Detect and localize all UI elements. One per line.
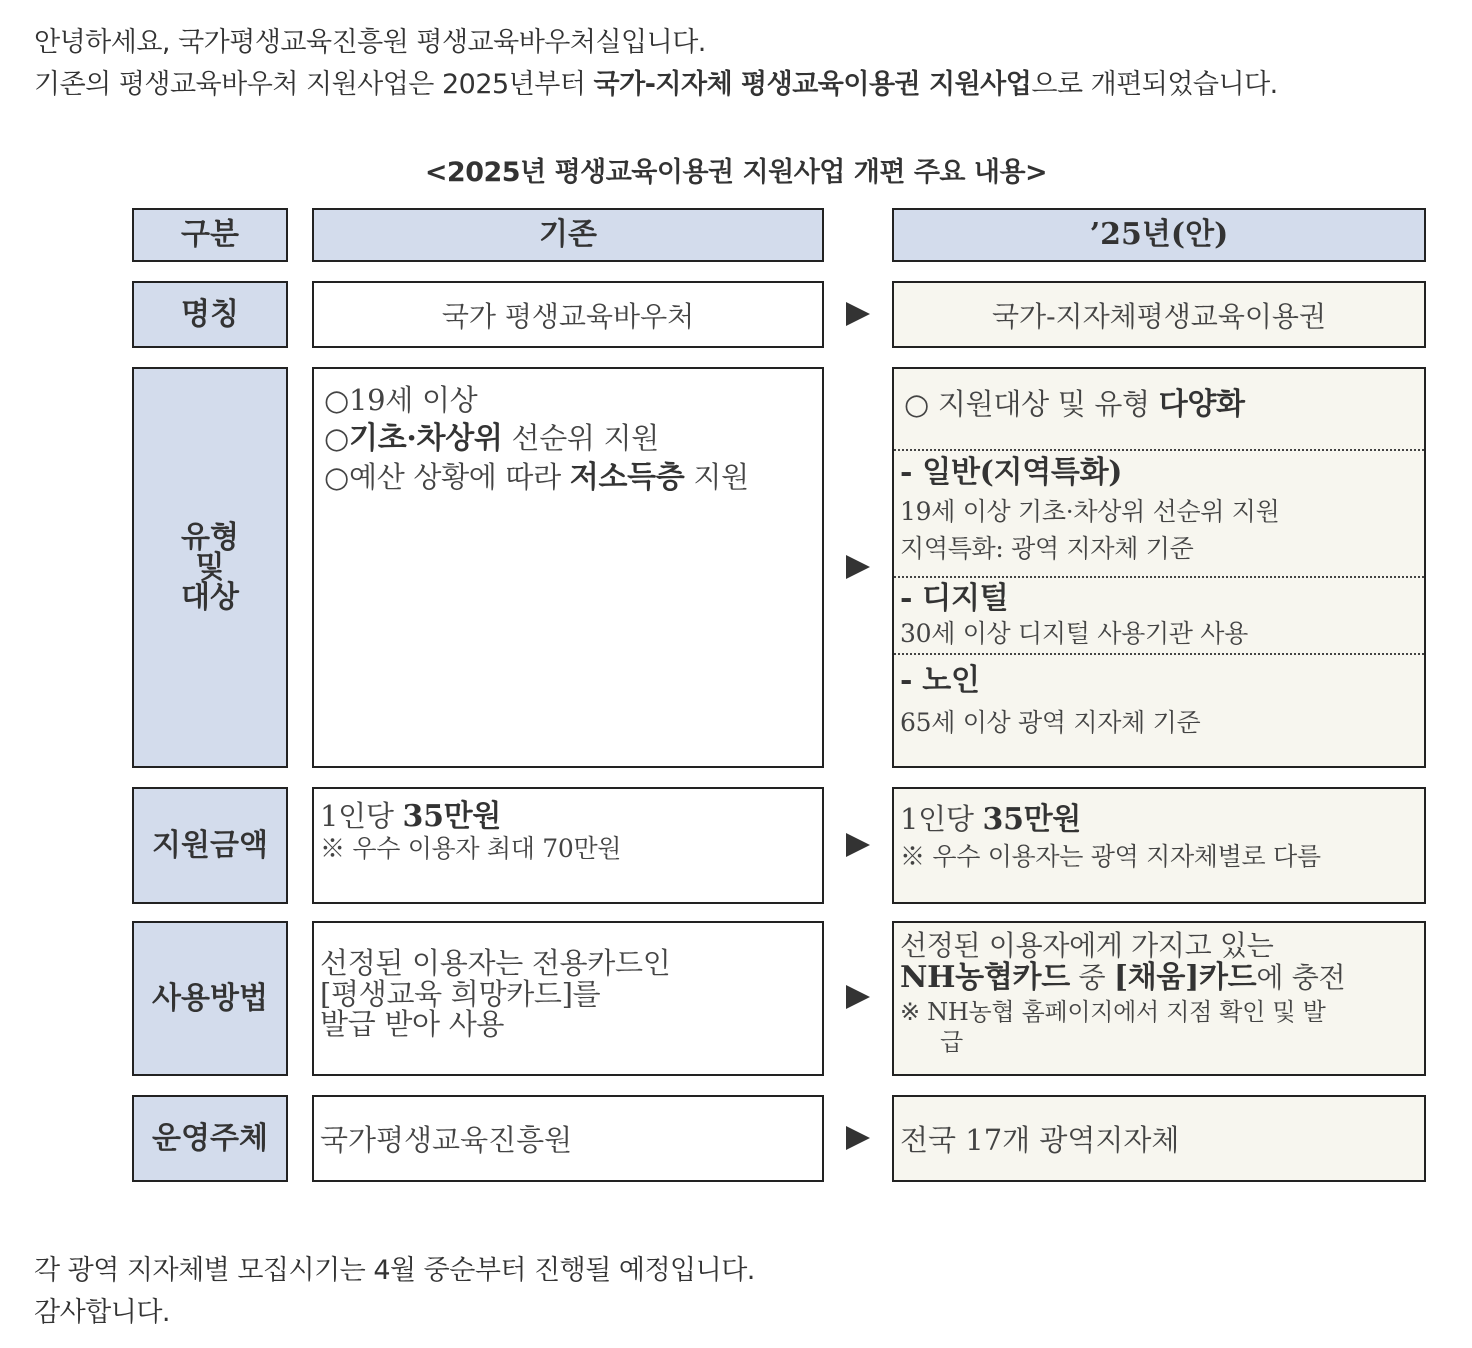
arrow-icon (846, 833, 870, 857)
intro-text (34, 22, 1278, 106)
usage-new-line-2: NH농협카드 중 [채움]카드에 충전 (900, 960, 1346, 995)
arrow-icon (846, 1126, 870, 1150)
usage-old-line-3: 발급 받아 사용 (320, 1007, 505, 1041)
usage-new-note: ※ NH농협 홈페이지에서 지점 확인 및 발 (900, 998, 1326, 1026)
usage-old-line-2: [평생교육 희망카드]를 (320, 977, 601, 1011)
general-title: - 일반(지역특화) (900, 455, 1123, 490)
intro-line-2 (34, 64, 1278, 106)
usage-old (312, 921, 824, 1076)
row-label-operator: 운영주체 (132, 1095, 288, 1182)
row-label-usage: 사용방법 (132, 921, 288, 1076)
target-new-head: ○ 지원대상 및 유형 다양화 (894, 369, 1424, 451)
arrow-icon (846, 555, 870, 579)
target-old-priority: 기초·차상위 (349, 421, 503, 456)
row-label-target-2: 및 (195, 549, 225, 585)
name-old: 국가 평생교육바우처 (312, 281, 824, 348)
general-line-1: 19세 이상 기초·차상위 선순위 지원 (900, 497, 1280, 526)
operator-old: 국가평생교육진흥원 (312, 1095, 824, 1182)
header-old: 기존 (312, 208, 824, 262)
intro-line-1: 안녕하세요, 국가평생교육진흥원 평생교육바우처실입니다. (34, 27, 706, 58)
row-label-name: 명칭 (132, 281, 288, 348)
usage-new-chaeum-card: [채움]카드 (1113, 960, 1257, 995)
usage-old-line-1: 선정된 이용자는 전용카드인 (320, 946, 671, 980)
general-line-2: 지역특화: 광역 지자체 기준 (900, 534, 1194, 563)
row-label-target (132, 367, 288, 768)
digital-line-1: 30세 이상 디지털 사용기관 사용 (900, 619, 1248, 648)
target-new (892, 367, 1426, 768)
header-category: 구분 (132, 208, 288, 262)
target-old-low-income: 저소득층 (569, 460, 685, 495)
name-new: 국가-지자체평생교육이용권 (892, 281, 1426, 348)
amount-old: 1인당 35만원 ※ 우수 이용자 최대 70만원 (312, 787, 824, 904)
usage-new (892, 921, 1426, 1076)
amount-new-value: 35만원 (982, 802, 1082, 837)
target-old-line-2: ○기초·차상위 선순위 지원 (324, 421, 659, 456)
amount-new-note: ※ 우수 이용자는 광역 지자체별로 다름 (900, 842, 1321, 871)
target-new-digital (894, 578, 1424, 655)
arrow-icon (846, 302, 870, 326)
outro-text (34, 1250, 755, 1334)
amount-new: 1인당 35만원 ※ 우수 이용자는 광역 지자체별로 다름 (892, 787, 1426, 904)
row-label-target-1: 유형 (181, 519, 239, 555)
amount-old-value: 35만원 (402, 799, 502, 834)
senior-line-1: 65세 이상 광역 지자체 기준 (900, 708, 1201, 737)
operator-new: 전국 17개 광역지자체 (892, 1095, 1426, 1182)
senior-title: - 노인 (900, 663, 980, 698)
header-new: ’25년(안) (892, 208, 1426, 262)
amount-old-note: ※ 우수 이용자 최대 70만원 (320, 834, 622, 863)
target-old-line-3: ○예산 상황에 따라 저소득층 지원 (324, 460, 749, 495)
row-label-target-3: 대상 (181, 579, 239, 615)
intro-line-2-pre: 기존의 평생교육바우처 지원사업은 2025년부터 (34, 69, 594, 100)
outro-line-1: 각 광역 지자체별 모집시기는 4월 중순부터 진행될 예정입니다. (34, 1255, 755, 1286)
target-new-senior (894, 655, 1424, 745)
usage-new-nh-card: NH농협카드 (900, 960, 1070, 995)
intro-line-2-post: 으로 개편되었습니다. (1031, 69, 1278, 100)
arrow-icon (846, 985, 870, 1009)
usage-new-line-1: 선정된 이용자에게 가지고 있는 (900, 929, 1274, 962)
target-old (312, 367, 824, 768)
digital-title: - 디지털 (900, 581, 1009, 616)
target-new-diversify: 다양화 (1158, 387, 1245, 422)
target-new-general (894, 451, 1424, 578)
target-old-line-1: ○19세 이상 (324, 383, 478, 417)
intro-program-name: 국가-지자체 평생교육이용권 지원사업 (593, 69, 1032, 100)
usage-new-note-cont: 급 (940, 1028, 963, 1056)
table-title: <2025년 평생교육이용권 지원사업 개편 주요 내용> (424, 157, 1048, 188)
row-label-amount: 지원금액 (132, 787, 288, 904)
outro-line-2: 감사합니다. (34, 1297, 170, 1328)
